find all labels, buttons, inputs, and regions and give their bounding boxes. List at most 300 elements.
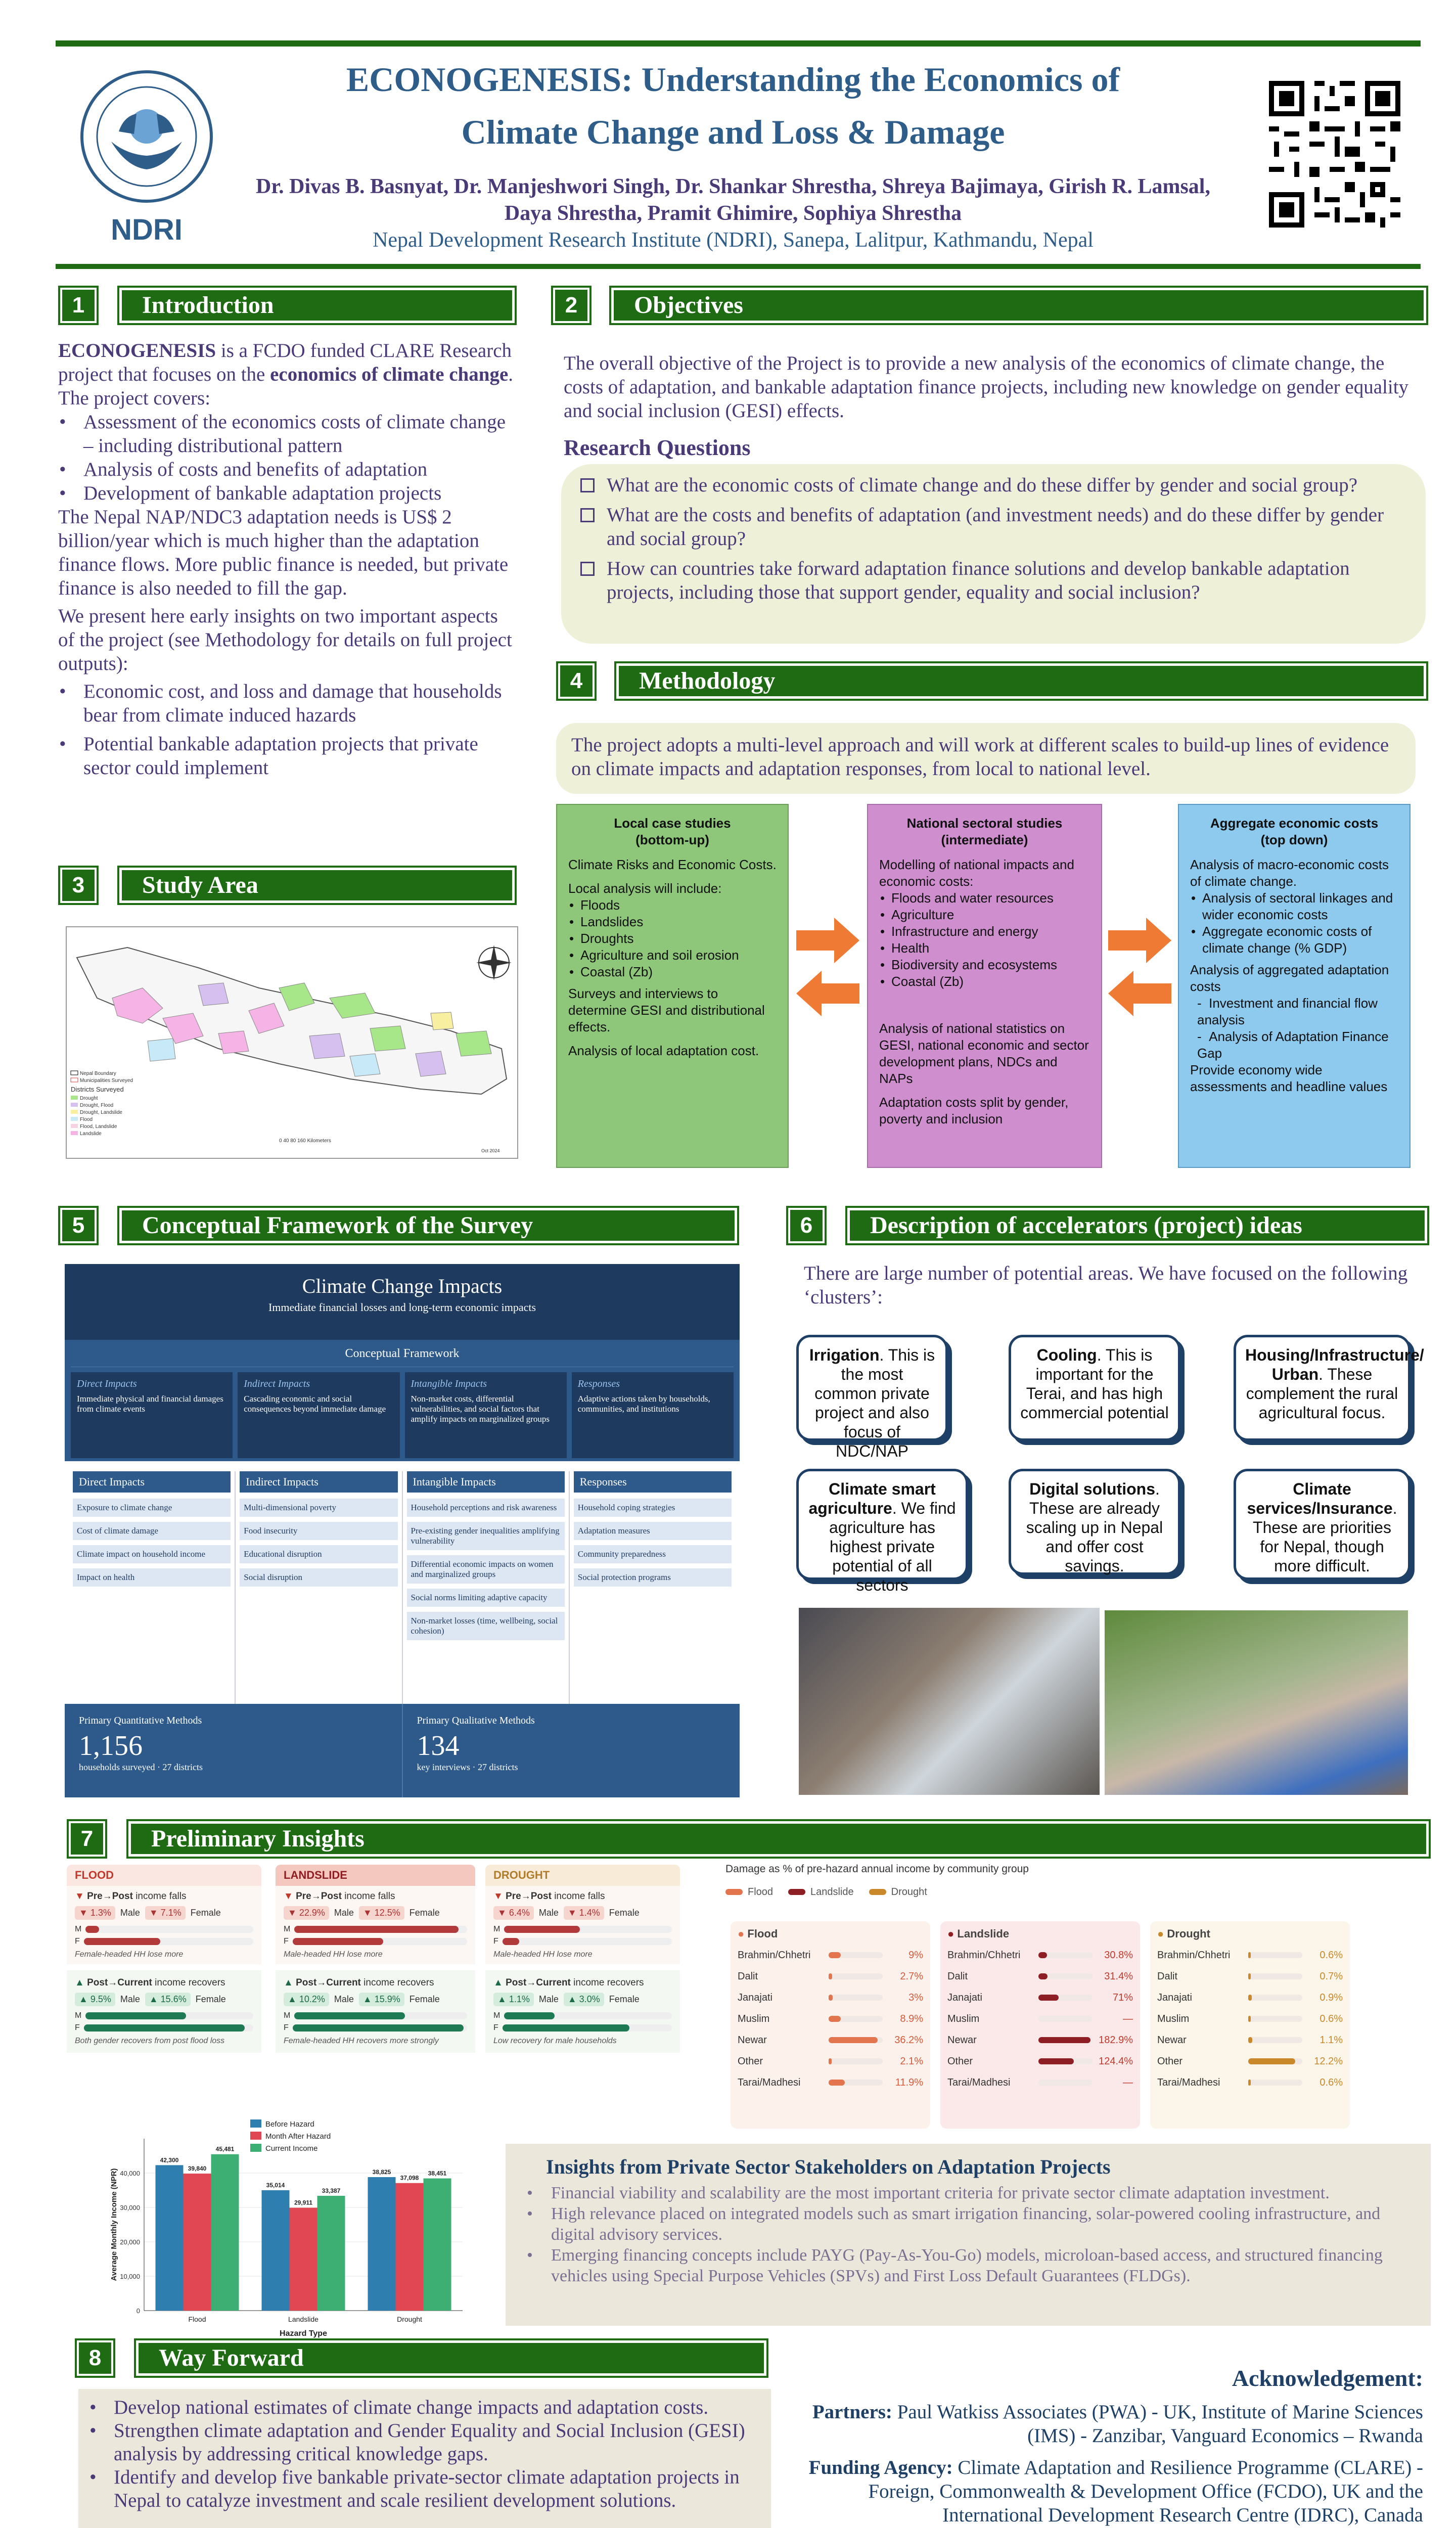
method-aggregate-title: Aggregate economic costs <box>1210 816 1379 831</box>
qual-label: Primary Qualitative Methods <box>417 1715 535 1726</box>
bar-drought-1 <box>396 2183 424 2311</box>
private-sector-box <box>506 2144 1431 2326</box>
hazard-bar-fill <box>503 1938 520 1945</box>
research-question: What are the economic costs of climate change and do these differ by gender and social group? <box>576 473 1410 497</box>
quant-sub: households surveyed · 27 districts <box>79 1762 203 1772</box>
authors-line2: Daya Shrestha, Pramit Ghimire, Sophiya Shrestha <box>504 202 962 225</box>
hazard-bar-fill <box>504 1926 579 1933</box>
intro-text-b: . The project covers: <box>58 364 513 409</box>
logo-text: NDRI <box>111 213 183 246</box>
damage-bar <box>1038 2058 1074 2064</box>
hazard-bar-fill <box>293 1938 384 1945</box>
hazard-Female: Female <box>195 1994 226 2004</box>
method-item: • Coastal (Zb) <box>879 973 1090 990</box>
damage-row: Dalit 2.7% <box>738 1970 923 1982</box>
y-tick-label: 40,000 <box>120 2170 140 2177</box>
framework-item: Climate impact on household income <box>73 1545 231 1563</box>
hazard-Male: Male <box>538 1994 559 2004</box>
section-number-way-forward: 8 <box>75 2338 115 2378</box>
hazard-post-m: ▲ 10.2% <box>284 1993 329 2006</box>
framework-card: Indirect Impacts Cascading economic and social consequences beyond immediate damage <box>238 1372 399 1458</box>
poster-title-line2: Climate Change and Loss & Damage <box>461 113 1005 151</box>
damage-bar <box>829 1973 832 1979</box>
research-questions-box <box>561 464 1426 644</box>
map-legend-title: Districts Surveyed <box>71 1086 124 1093</box>
hazard-bar-fill <box>85 2012 186 2019</box>
bar-landslide-0 <box>262 2190 290 2311</box>
damage-bar <box>1248 1952 1251 1958</box>
method-aggregate-text: Analysis of aggregated adaptation costs <box>1190 962 1389 994</box>
authors-line1: Dr. Divas B. Basnyat, Dr. Manjeshwori Singh, Dr. Shankar Shrestha, Shreya Bajimaya, Girish R. Lamsal, <box>256 175 1210 198</box>
objectives-text: The overall objective of the Project is to provide a new analysis of the economics of climate change, the costs of adaptation, and bankable adaptation finance projects, including new knowledge on gender equality and social inclusion (GESI) effects. <box>564 352 1409 422</box>
methodology-intro: The project adopts a multi-level approach and will work at different scales to build-up lines of evidence on climate impacts and adaptation responses, from local to national level. <box>556 723 1416 794</box>
section-title-methodology: Methodology <box>614 661 1428 701</box>
ack-partners: Partners: Paul Watkiss Associates (PWA) - UK, Institute of Marine Sciences (IMS) - Zanzibar, Vanguard Economics – Rwanda <box>812 2401 1423 2447</box>
bar-landslide-2 <box>317 2196 345 2311</box>
arrow-right-icon <box>796 918 859 963</box>
damage-column-flood <box>731 1921 930 2129</box>
damage-row: Other 12.2% <box>1157 2055 1343 2067</box>
method-item: • Droughts <box>568 930 777 947</box>
private-sector-title: Insights from Private Sector Stakeholders on Adaptation Projects <box>546 2155 1111 2178</box>
framework-card: Responses Adaptive actions taken by households, communities, and institutions <box>572 1372 734 1458</box>
damage-bar <box>1038 1995 1059 2001</box>
section-title-way-forward: Way Forward <box>134 2338 768 2378</box>
damage-legend: Flood Landslide Drought <box>725 1886 1368 1898</box>
damage-row: Tarai/Madhesi 11.9% <box>738 2076 923 2088</box>
hazard-post-m: ▲ 9.5% <box>75 1993 115 2006</box>
intro-bullets-2 <box>58 680 513 780</box>
method-dash: - Investment and financial flow analysis <box>1197 996 1378 1027</box>
bar-value-label: 35,014 <box>266 2181 285 2189</box>
research-question: What are the costs and benefits of adaptation (and investment needs) and do these differ by gender and social group? <box>576 503 1410 551</box>
private-sector-item: • Financial viability and scalability are the most important criteria for private sector climate adaptation investment. <box>526 2183 1410 2203</box>
x-tick-label: Landslide <box>288 2315 318 2323</box>
hazard-name: FLOOD <box>67 1865 261 1886</box>
damage-row: Brahmin/Chhetri 0.6% <box>1157 1949 1343 1961</box>
framework-item: Food insecurity <box>240 1522 397 1540</box>
legend-swatch <box>250 2119 261 2128</box>
framework-item: Social disruption <box>240 1568 397 1587</box>
bar-flood-0 <box>156 2165 184 2311</box>
section-title-accelerators: Description of accelerators (project) ideas <box>845 1206 1429 1245</box>
damage-bar <box>1038 2037 1090 2043</box>
arrow-right-icon <box>1108 918 1171 963</box>
framework-column-title: Direct Impacts <box>73 1471 231 1493</box>
hazard-card: FLOOD ▼ Pre→Post income falls ▼ 1.3% Male ▼ 7.1% Female M F Female-headed HH lose more ▲ Post→Current income recovers ▲ 9.5% Male ▲ 15.6% Female M F Both gender recovers from post flood loss <box>67 1865 261 2112</box>
damage-row: Newar 1.1% <box>1157 2034 1343 2046</box>
hazard-M: M <box>75 1925 82 1933</box>
damage-bar <box>829 2016 841 2022</box>
ack-funding: Funding Agency: Climate Adaptation and Resilience Programme (CLARE) - Foreign, Commonwealth & Development Office (FCDO), UK and the International Development Research Centre (IDRC), Canada <box>808 2457 1423 2526</box>
hazard-pre-label: Pre→Post <box>506 1891 552 1902</box>
map-legend-item: Municipalities Surveyed <box>80 1078 133 1084</box>
hazard-Male: Male <box>334 1994 354 2004</box>
method-national-text: Analysis of national statistics on GESI, national economic and sector development plans, NDCs and NAPs <box>879 1021 1089 1086</box>
damage-value: 2.7% <box>900 1970 923 1982</box>
section-title-study: Study Area <box>117 866 517 905</box>
hazard-M: M <box>493 1925 500 1933</box>
bar-value-label: 29,911 <box>294 2199 313 2206</box>
framework-item: Household coping strategies <box>574 1499 732 1517</box>
damage-column-title: ● Landslide <box>947 1927 1010 1940</box>
hazard-Female: Female <box>190 1908 221 1918</box>
bar-drought-2 <box>424 2179 451 2311</box>
method-item: • Agriculture and soil erosion <box>568 947 777 964</box>
hazard-bar-fill <box>85 1926 99 1933</box>
private-sector-item: • Emerging financing concepts include PAYG (Pay-As-You-Go) models, microloan-based access, and structured financing vehicles using Special Purpose Vehicles (SPVs) and First Loss Default Guarantees (FLDGs). <box>526 2245 1410 2286</box>
method-aggregate-text: Provide economy wide assessments and headline values <box>1190 1062 1388 1094</box>
damage-row: Newar 36.2% <box>738 2034 923 2046</box>
framework-item: Cost of climate damage <box>73 1522 231 1540</box>
section-number-framework: 5 <box>58 1206 99 1245</box>
bar-value-label: 42,300 <box>160 2156 179 2164</box>
hazard-F: F <box>493 2023 498 2032</box>
research-questions-title: Research Questions <box>564 435 751 460</box>
damage-value: 0.6% <box>1320 2076 1343 2088</box>
damage-value: 31.4% <box>1104 1970 1133 1982</box>
method-local-text: Climate Risks and Economic Costs. <box>568 857 777 872</box>
damage-value: 9% <box>908 1949 923 1961</box>
damage-row: Brahmin/Chhetri 30.8% <box>947 1949 1133 1961</box>
qual-sub: key interviews · 27 districts <box>417 1762 518 1772</box>
framework-item: Household perceptions and risk awareness <box>407 1499 565 1517</box>
method-national-title: National sectoral studies <box>906 816 1063 831</box>
bar-drought-0 <box>368 2177 396 2311</box>
map-legend-item: Landslide <box>80 1131 102 1137</box>
research-question: How can countries take forward adaptation finance solutions and develop bankable adaptation projects, including those that support gender, equality and social inclusion? <box>576 557 1410 604</box>
study-area-map <box>66 926 518 1159</box>
damage-bar <box>1248 2080 1251 2086</box>
intro-text-a: is a FCDO funded CLARE Research project that focuses on the <box>58 340 512 385</box>
damage-column-drought <box>1150 1921 1350 2129</box>
damage-value: 36.2% <box>894 2034 923 2046</box>
hazard-post-f: ▲ 3.0% <box>564 1993 604 2006</box>
hazard-bar-fill <box>294 1926 459 1933</box>
damage-row: Dalit 0.7% <box>1157 1970 1343 1982</box>
way-forward-item: • Identify and develop five bankable private-sector climate adaptation projects in Nepal to catalyze investment and scale resilient development solutions. <box>88 2466 761 2512</box>
method-item: • Agriculture <box>879 907 1090 923</box>
hazard-bar-fill <box>503 2024 629 2032</box>
damage-value: 8.9% <box>900 2013 923 2024</box>
bar-value-label: 33,387 <box>322 2187 341 2194</box>
framework-item: Community preparedness <box>574 1545 732 1563</box>
damage-bar <box>829 2058 832 2064</box>
accelerators-intro: There are large number of potential areas. We have focused on the following ‘clusters’: <box>804 1262 1408 1308</box>
qr-code <box>1264 76 1405 233</box>
section-title-objectives: Objectives <box>609 286 1428 325</box>
hazard-pre-m: ▼ 1.3% <box>75 1906 115 1920</box>
damage-bar <box>1248 2016 1251 2022</box>
ndri-logo <box>71 66 222 246</box>
intro-bullet: • Analysis of costs and benefits of adaptation <box>58 458 513 481</box>
damage-row: Tarai/Madhesi 0.6% <box>1157 2076 1343 2088</box>
method-item: • Floods and water resources <box>879 890 1090 907</box>
intro-bullet: • Assessment of the economics costs of climate change – including distributional pattern <box>58 410 513 458</box>
y-tick-label: 10,000 <box>120 2273 140 2280</box>
map-legend-item: Drought <box>80 1096 98 1101</box>
hazard-F: F <box>75 2023 80 2032</box>
hazard-post-note: Low recovery for male households <box>493 2037 617 2045</box>
cluster-agriculture: Climate smart agriculture. We find agriculture has highest private potential of all sectors <box>796 1469 968 1580</box>
qual-value: 134 <box>417 1730 460 1762</box>
hazard-post-txt: income recovers <box>155 1977 225 1988</box>
framework-item: Pre-existing gender inequalities amplifying vulnerability <box>407 1522 565 1550</box>
cluster-cooling: Cooling. This is important for the Terai, and has high commercial potential <box>1009 1335 1180 1441</box>
framework-item: Social protection programs <box>574 1568 732 1587</box>
method-national-text: Modelling of national impacts and economic costs: <box>879 857 1074 889</box>
hazard-bar-fill <box>294 2012 405 2019</box>
way-forward-item: • Strengthen climate adaptation and Gender Equality and Social Inclusion (GESI) analysis by addressing critical knowledge gaps. <box>88 2419 761 2466</box>
hazard-pre-f: ▼ 7.1% <box>145 1906 186 1920</box>
bar-value-label: 38,825 <box>372 2168 391 2176</box>
ack-title: Acknowledgement: <box>1232 2365 1423 2391</box>
map-legend-item: Drought, Flood <box>80 1103 114 1108</box>
hazard-pre-note: Female-headed HH lose more <box>75 1950 184 1959</box>
intro-paragraph-insights: We present here early insights on two important aspects of the project (see Methodology for details on full project outputs): <box>58 605 512 674</box>
hazard-F: F <box>284 2023 289 2032</box>
damage-value: 0.9% <box>1320 1992 1343 2003</box>
poster-title-line1: ECONOGENESIS: Understanding the Economics of <box>346 60 1120 99</box>
hazard-pre-txt: income falls <box>135 1891 187 1902</box>
damage-value: 30.8% <box>1104 1949 1133 1961</box>
hazard-card: DROUGHT ▼ Pre→Post income falls ▼ 6.4% Male ▼ 1.4% Female M F Male-headed HH lose more ▲ Post→Current income recovers ▲ 1.1% Male ▲ 3.0% Female M F Low recovery for male households <box>485 1865 680 2112</box>
framework-card: Intangible Impacts Non-market costs, differential vulnerabilities, and social factors that amplify impacts on marginalized groups <box>405 1372 567 1458</box>
map-legend-item: Flood <box>80 1117 93 1122</box>
hazard-Male: Male <box>120 1908 140 1918</box>
damage-value: 0.6% <box>1320 2013 1343 2024</box>
acknowledgement <box>781 2366 1423 2527</box>
method-aggregate-text: Analysis of macro-economic costs of climate change. <box>1190 857 1389 889</box>
hazard-pre-m: ▼ 22.9% <box>284 1906 329 1920</box>
hazard-post-label: Post→Current <box>87 1977 152 1988</box>
quant-methods <box>65 1704 403 1797</box>
hazard-M: M <box>284 1925 291 1933</box>
hazard-F: F <box>493 1937 498 1946</box>
section-number-objectives: 2 <box>551 286 592 325</box>
damage-value: 11.9% <box>895 2076 923 2088</box>
method-local-text: Surveys and interviews to determine GESI and distributional effects. <box>568 986 765 1034</box>
framework-head-sub: Immediate financial losses and long-term economic impacts <box>268 1301 536 1314</box>
hazard-pre-f: ▼ 1.4% <box>564 1906 604 1920</box>
damage-bar <box>829 1995 833 2001</box>
damage-row: Newar 182.9% <box>947 2034 1133 2046</box>
hazard-name: DROUGHT <box>485 1865 680 1886</box>
x-axis-label: Hazard Type <box>280 2329 327 2338</box>
damage-value: 0.6% <box>1320 1949 1343 1961</box>
section-number-intro: 1 <box>58 286 99 325</box>
method-item: • Biodiversity and ecosystems <box>879 957 1090 973</box>
hazard-post-f: ▲ 15.9% <box>359 1993 404 2006</box>
method-local-sub: (bottom-up) <box>635 832 709 847</box>
framework-header <box>65 1264 740 1340</box>
framework-column <box>236 1471 402 1704</box>
damage-bar <box>1248 2037 1252 2043</box>
damage-row: Muslim — <box>947 2013 1133 2024</box>
legend-label: Before Hazard <box>265 2120 314 2129</box>
framework-item: Social norms limiting adaptive capacity <box>407 1589 565 1607</box>
hazard-F: F <box>75 1937 80 1946</box>
section-number-insights: 7 <box>67 1819 107 1859</box>
damage-bar <box>1038 1973 1048 1979</box>
method-item: • Floods <box>568 897 777 914</box>
arrow-left-icon <box>1108 971 1171 1016</box>
method-item: • Infrastructure and energy <box>879 923 1090 940</box>
cluster-climate-services: Climate services/Insurance. These are priorities for Nepal, though more difficult. <box>1234 1469 1410 1580</box>
section-title-insights: Preliminary Insights <box>126 1819 1431 1859</box>
section-title-framework: Conceptual Framework of the Survey <box>117 1206 739 1245</box>
hazard-post-note: Female-headed HH recovers more strongly <box>284 2037 439 2045</box>
hazard-pre-txt: income falls <box>554 1891 605 1902</box>
damage-bar <box>829 2080 845 2086</box>
intro-bullets <box>58 410 513 505</box>
framework-footer <box>65 1704 740 1797</box>
map-date: Oct 2024 <box>481 1148 500 1153</box>
damage-bar <box>1248 1995 1252 2001</box>
damage-bar <box>1038 1952 1047 1958</box>
hazard-post-m: ▲ 1.1% <box>493 1993 534 2006</box>
framework-item: Impact on health <box>73 1568 231 1587</box>
hazard-post-txt: income recovers <box>363 1977 434 1988</box>
method-item: • Landslides <box>568 914 777 930</box>
quant-label: Primary Quantitative Methods <box>79 1715 202 1726</box>
intro-bullet: • Economic cost, and loss and damage that households bear from climate induced hazards <box>58 680 513 727</box>
legend-swatch <box>250 2144 261 2152</box>
bar-value-label: 39,840 <box>188 2165 207 2173</box>
arrow-left-icon <box>796 971 859 1016</box>
hazard-Male: Male <box>334 1908 354 1918</box>
damage-bar <box>1248 1973 1251 1979</box>
framework-column <box>69 1471 236 1704</box>
damage-value: 71% <box>1112 1992 1133 2003</box>
framework-columns <box>65 1461 740 1704</box>
framework-card: Direct Impacts Immediate physical and financial damages from climate events <box>71 1372 233 1458</box>
cluster-irrigation: Irrigation. This is the most common private project and also focus of NDC/NAP <box>796 1335 948 1441</box>
method-aggregate-sub: (top down) <box>1260 832 1328 847</box>
way-forward-item: • Develop national estimates of climate change impacts and adaptation costs. <box>88 2396 761 2419</box>
hazard-M: M <box>493 2011 500 2020</box>
method-national-box <box>867 804 1102 1168</box>
intro-bullet: • Development of bankable adaptation projects <box>58 481 513 505</box>
hazard-Male: Male <box>120 1994 140 2004</box>
hazard-M: M <box>284 2011 291 2020</box>
section-number-accelerators: 6 <box>786 1206 827 1245</box>
hazard-name: LANDSLIDE <box>276 1865 475 1886</box>
method-local-title: Local case studies <box>614 816 731 831</box>
intro-body <box>58 339 513 780</box>
damage-value: 2.1% <box>900 2055 923 2067</box>
damage-bar <box>829 1952 841 1958</box>
bar-value-label: 38,451 <box>428 2170 447 2177</box>
hazard-bar-fill <box>504 2012 555 2019</box>
intro-paragraph-nap: The Nepal NAP/NDC3 adaptation needs is US$ 2 billion/year which is much higher than the adaptation finance flows. More public finance is needed, but private finance is also needed to fill the gap. <box>58 506 509 599</box>
damage-value: — <box>1123 2013 1133 2024</box>
damage-row: Other 2.1% <box>738 2055 923 2067</box>
map-scale: 0 40 80 160 Kilometers <box>279 1138 331 1144</box>
method-national-sub: (intermediate) <box>941 832 1028 847</box>
damage-bar <box>829 2037 878 2043</box>
header-rule <box>56 264 1421 269</box>
damage-value: 12.2% <box>1314 2055 1343 2067</box>
hazard-pre-txt: income falls <box>344 1891 395 1902</box>
damage-bar <box>1248 2058 1295 2064</box>
damage-panel <box>725 1863 1368 2161</box>
method-local-box <box>556 804 789 1168</box>
framework-label: Conceptual Framework <box>71 1345 734 1367</box>
damage-column-title: ● Drought <box>1157 1927 1210 1940</box>
damage-title: Damage as % of pre-hazard annual income by community group <box>725 1863 1029 1875</box>
y-axis-label: Average Monthly Income (NPR) <box>110 2168 118 2281</box>
section-title-intro: Introduction <box>117 286 517 325</box>
y-tick-label: 0 <box>136 2307 140 2315</box>
map-legend-item: Drought, Landslide <box>80 1110 122 1115</box>
legend-swatch <box>250 2132 261 2140</box>
damage-row: Other 124.4% <box>947 2055 1133 2067</box>
field-interview-photo <box>1105 1610 1408 1795</box>
hazard-pre-note: Male-headed HH lose more <box>493 1950 593 1959</box>
cluster-housing: Housing/Infrastructure/ Urban. These complement the rural agricultural focus. <box>1234 1335 1410 1441</box>
bar-value-label: 37,098 <box>400 2174 419 2182</box>
legend-label: Month After Hazard <box>265 2132 331 2141</box>
damage-column-title: ● Flood <box>738 1927 778 1940</box>
framework-head-title: Climate Change Impacts <box>302 1275 503 1297</box>
method-item: • Coastal (Zb) <box>568 964 777 980</box>
hazard-F: F <box>284 1937 289 1946</box>
quant-value: 1,156 <box>79 1730 143 1762</box>
section-number-methodology: 4 <box>556 661 597 701</box>
framework-column <box>570 1471 736 1704</box>
bar-flood-2 <box>211 2154 239 2311</box>
damage-row: Tarai/Madhesi — <box>947 2076 1133 2088</box>
framework-item: Adaptation measures <box>574 1522 732 1540</box>
damage-value: 124.4% <box>1099 2055 1133 2067</box>
bar-flood-1 <box>184 2174 211 2311</box>
income-chart <box>99 2113 475 2341</box>
hazard-Female: Female <box>409 1994 440 2004</box>
damage-row: Brahmin/Chhetri 9% <box>738 1949 923 1961</box>
method-local-text: Analysis of local adaptation cost. <box>568 1043 759 1058</box>
x-tick-label: Drought <box>397 2315 422 2323</box>
cluster-digital: Digital solutions. These are already scaling up in Nepal and offer cost savings. <box>1009 1469 1180 1575</box>
framework-panel <box>65 1264 740 1797</box>
hazard-post-label: Post→Current <box>506 1977 571 1988</box>
legend-label: Current Income <box>265 2144 318 2153</box>
hazard-M: M <box>75 2011 82 2020</box>
method-aggregate-box <box>1178 804 1410 1168</box>
method-item: • Aggregate economic costs of climate change (% GDP) <box>1190 923 1398 957</box>
framework-column <box>403 1471 570 1704</box>
framework-item: Differential economic impacts on women and marginalized groups <box>407 1555 565 1584</box>
workshop-photo <box>799 1608 1100 1795</box>
method-dash: - Analysis of Adaptation Finance Gap <box>1197 1029 1389 1061</box>
hazard-Male: Male <box>538 1908 559 1918</box>
method-national-text: Adaptation costs split by gender, poverty and inclusion <box>879 1095 1069 1126</box>
y-tick-label: 30,000 <box>120 2204 140 2211</box>
y-tick-label: 20,000 <box>120 2238 140 2246</box>
x-tick-label: Flood <box>188 2315 206 2323</box>
damage-row: Janajati 71% <box>947 1992 1133 2003</box>
hazard-post-txt: income recovers <box>573 1977 644 1988</box>
framework-item: Exposure to climate change <box>73 1499 231 1517</box>
method-local-text: Local analysis will include: <box>568 881 722 896</box>
method-item: • Analysis of sectoral linkages and wider economic costs <box>1190 890 1398 923</box>
framework-item: Educational disruption <box>240 1545 397 1563</box>
section-number-study: 3 <box>58 866 99 905</box>
damage-column-landslide <box>940 1921 1140 2129</box>
hazard-post-f: ▲ 15.6% <box>145 1993 191 2006</box>
map-legend-item: Flood, Landslide <box>80 1124 117 1130</box>
qual-methods <box>403 1704 740 1797</box>
